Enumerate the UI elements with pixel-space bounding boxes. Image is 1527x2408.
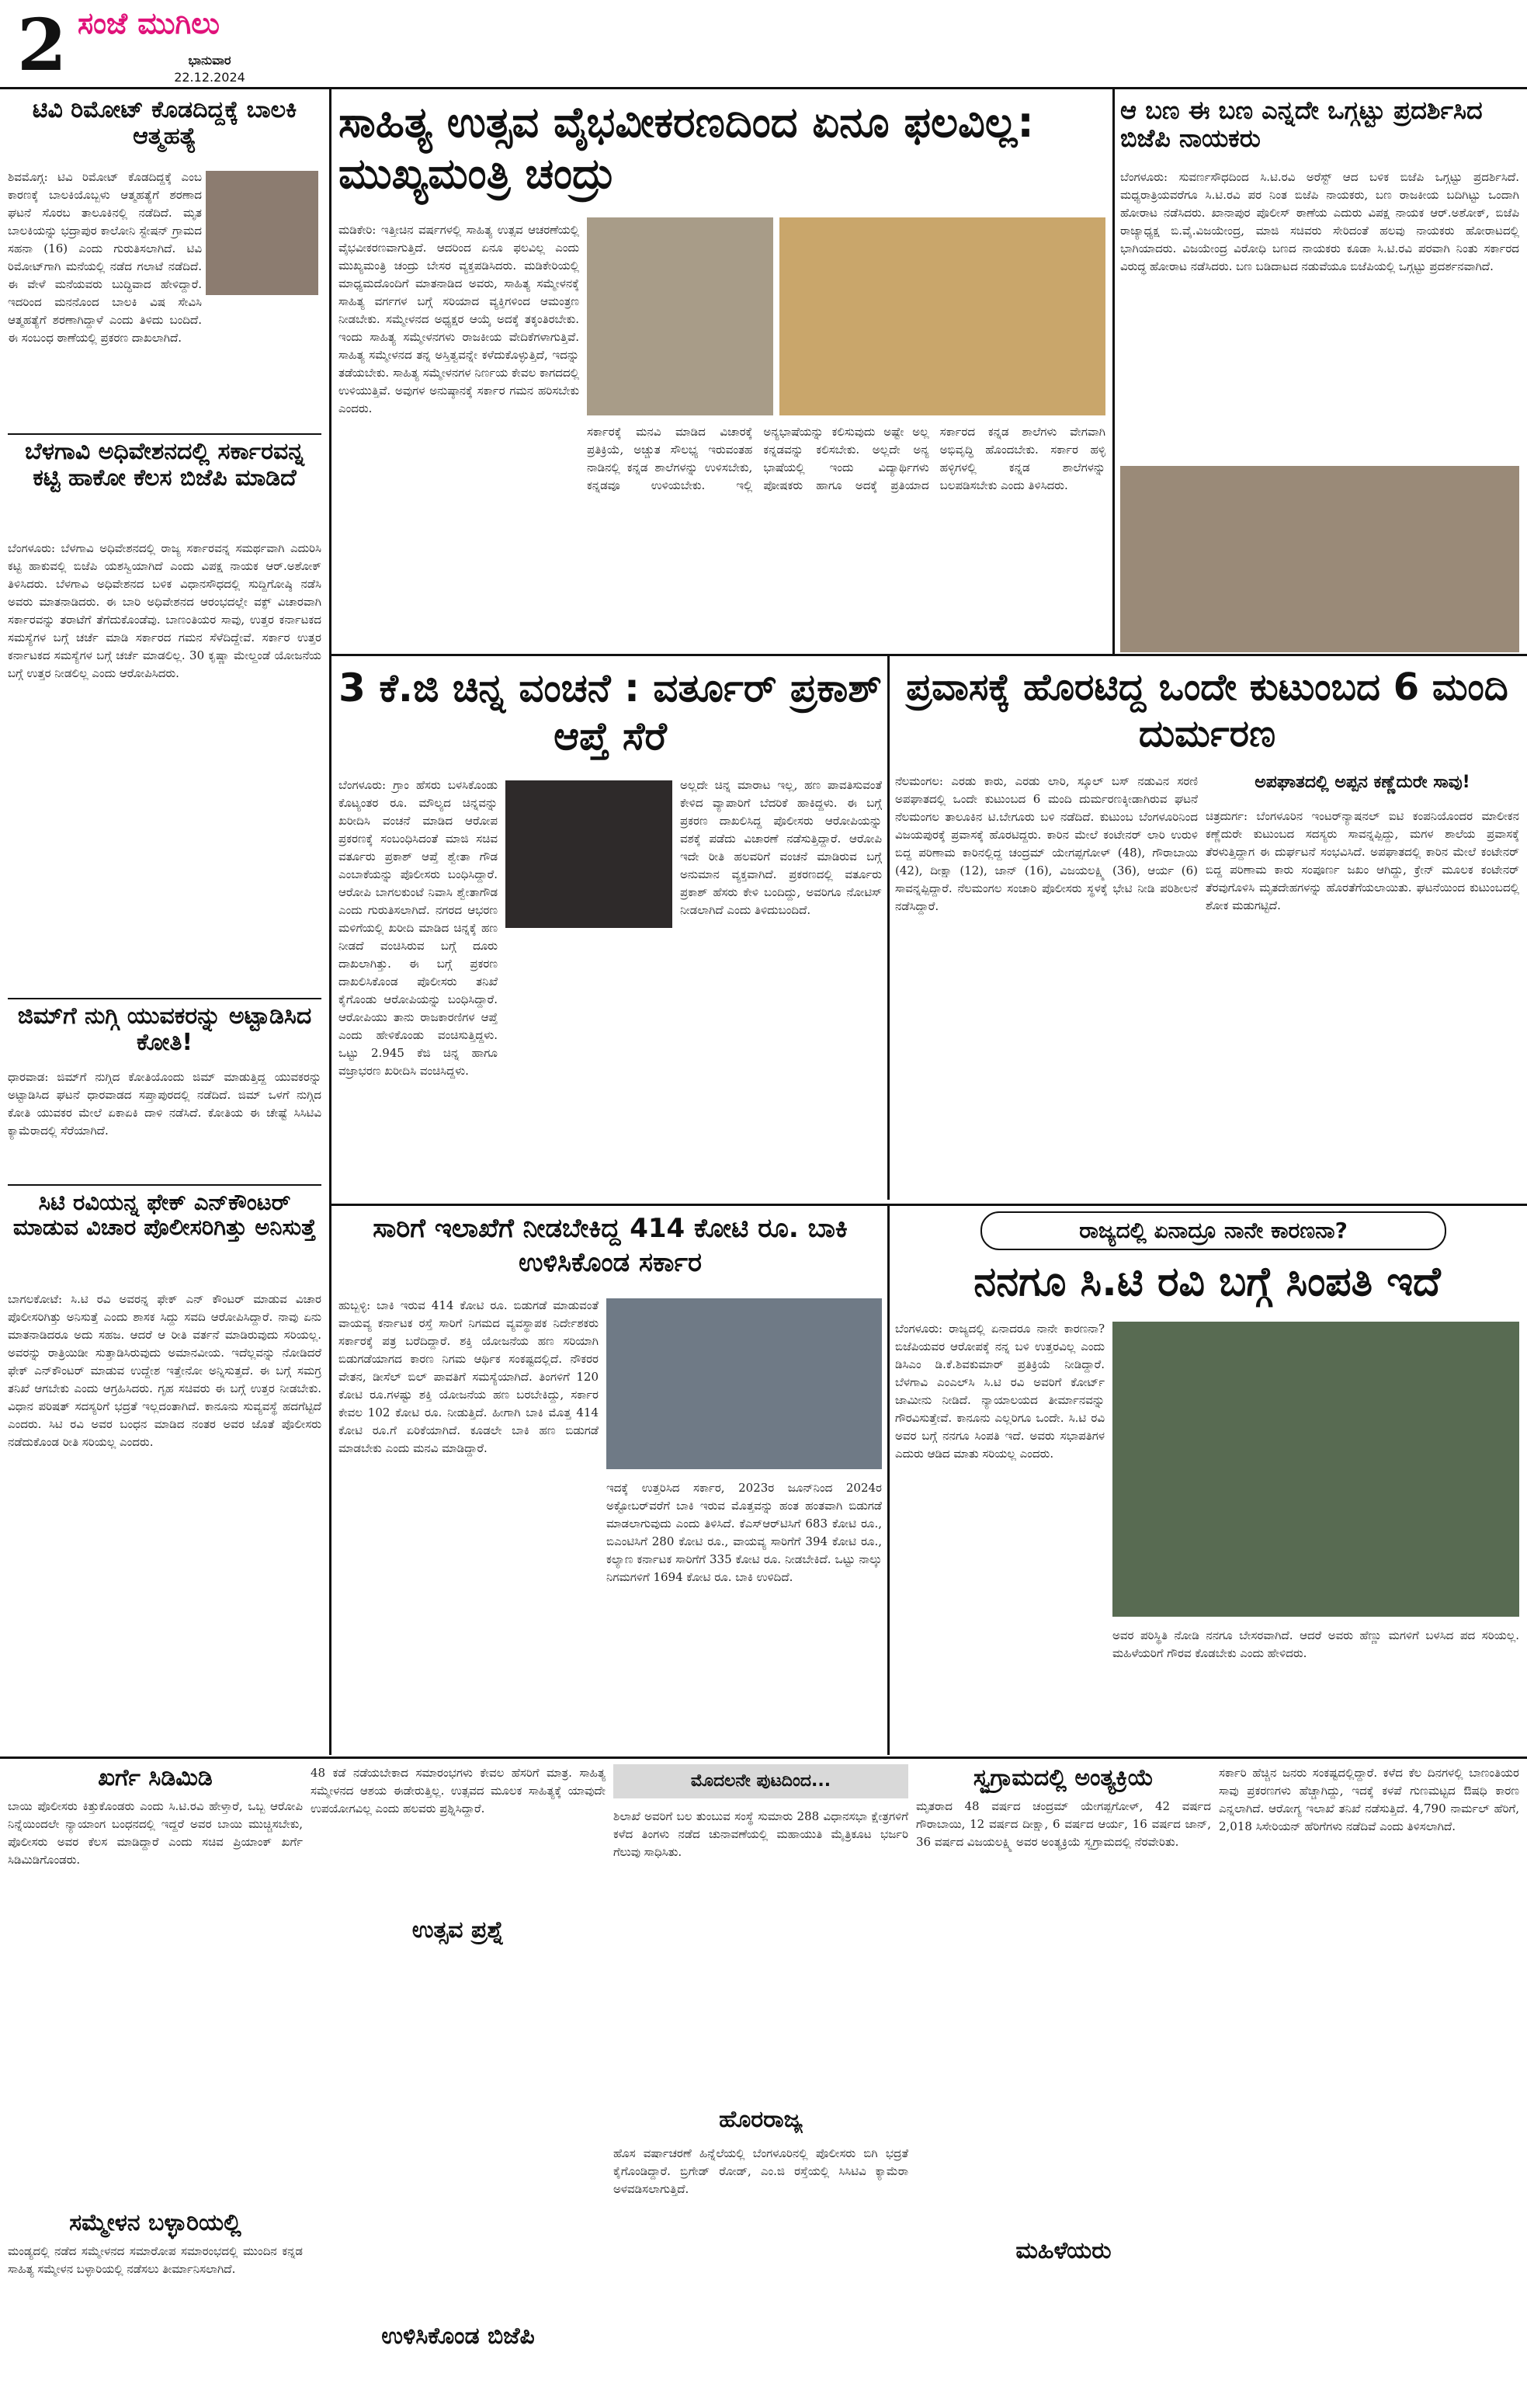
lower-col-2	[311, 1764, 606, 2401]
headline: ಆ ಬಣ ಈ ಬಣ ಎನ್ನದೇ ಒಗ್ಗಟ್ಟು ಪ್ರದರ್ಶಿಸಿದ ಬಿಜೆಪಿ ನಾಯಕರು	[1120, 97, 1483, 153]
section-rule	[329, 654, 1527, 656]
story-body: ಬೆಂಗಳೂರು: ಬೆಳಗಾವಿ ಅಧಿವೇಶನದಲ್ಲಿ ರಾಜ್ಯ ಸರ್ಕಾರವನ್ನ ಸಮರ್ಥವಾಗಿ ಎದುರಿಸಿ ಕಟ್ಟಿ ಹಾಕುವಲ್ಲಿ ಬಿಜೆಪಿ ಯಶಸ್ವಿಯಾಗಿದೆ ಎಂದು ವಿಪಕ್ಷ ನಾಯಕ ಆರ್.ಅಶೋಕ್ ತಿಳಿಸಿದರು. ಬೆಳಗಾವಿ ಅಧಿವೇಶನದ ಬಳಿಕ ವಿಧಾನಸೌಧದಲ್ಲಿ ಸುದ್ದಿಗೋಷ್ಠಿ ನಡೆಸಿ ಅವರು ಮಾತನಾಡಿದರು. ಈ ಬಾರಿ ಅಧಿವೇಶನದ ಆರಂಭದಲ್ಲೇ ವಕ್ಫ್ ವಿಚಾರವಾಗಿ ಸರ್ಕಾರವನ್ನು ತರಾಟೆಗೆ ತೆಗೆದುಕೊಂಡೆವು. ಬಾಣಂತಿಯರ ಸಾವು, ಉತ್ತರ ಕರ್ನಾಟಕದ ಸಮಸ್ಯೆಗಳ ಬಗ್ಗೆ ಚರ್ಚೆ ಮಾಡಿ ಸರ್ಕಾರದ ಗಮನ ಸೆಳೆದಿದ್ದೇವೆ. ಸರ್ಕಾರ ಉತ್ತರ ಕರ್ನಾಟಕದ ಸಮಸ್ಯೆಗಳ ಬಗ್ಗೆ ಚರ್ಚೆ ಮಾಡಲಿಲ್ಲ. 30 ಕೃಷ್ಣಾ ಮೇಲ್ದಂಡೆ ಯೋಜನೆಯ ಬಗ್ಗೆ ಉತ್ತರ ನೀಡಲಿಲ್ಲ ಎಂದು ಆರೋಪಿಸಿದರು.	[8, 541, 321, 680]
story-body-cont: ಇದಕ್ಕೆ ಉತ್ತರಿಸಿದ ಸರ್ಕಾರ, 2023ರ ಜೂನ್‌ನಿಂದ 2024ರ ಅಕ್ಟೋಬರ್‌ವರೆಗೆ ಬಾಕಿ ಇರುವ ಮೊತ್ತವನ್ನು ಹಂತ ಹಂತವಾಗಿ ಬಿಡುಗಡೆ ಮಾಡಲಾಗುವುದು ಎಂದು ತಿಳಿಸಿದೆ. ಕೆಎಸ್ಆರ್‌ಟಿಸಿಗೆ 683 ಕೋಟಿ ರೂ., ಬಿಎಂಟಿಸಿಗೆ 280 ಕೋಟಿ ರೂ., ವಾಯವ್ಯ ಸಾರಿಗೆಗೆ 394 ಕೋಟಿ ರೂ., ಕಲ್ಯಾಣ ಕರ್ನಾಟಕ ಸಾರಿಗೆಗೆ 335 ಕೋಟಿ ರೂ. ನೀಡಬೇಕಿದೆ. ಒಟ್ಟು ನಾಲ್ಕು ನಿಗಮಗಳಿಗೆ 1694 ಕೋಟಿ ರೂ. ಬಾಕಿ ಉಳಿದಿದೆ.	[606, 1481, 882, 1584]
left-col-rule	[329, 89, 331, 1755]
subhead: ಮಹಿಳೆಯರು	[1015, 2237, 1112, 2264]
mid-rule	[887, 656, 890, 1200]
left-story-belagavi	[8, 439, 321, 998]
photo-event-stage	[779, 217, 1105, 415]
left-story-ct-ravi-encounter	[8, 1190, 321, 1753]
photo-dk-shivakumar	[1112, 1322, 1519, 1617]
section-rule	[329, 1204, 1527, 1206]
story-body: ಹುಬ್ಬಳ್ಳಿ: ಬಾಕಿ ಇರುವ 414 ಕೋಟಿ ರೂ. ಬಿಡುಗಡೆ ಮಾಡುವಂತೆ ವಾಯವ್ಯ ಕರ್ನಾಟಕ ರಸ್ತೆ ಸಾರಿಗೆ ನಿಗಮದ ವ್ಯವಸ್ಥಾಪಕ ನಿರ್ದೇಶಕರು ಸರ್ಕಾರಕ್ಕೆ ಪತ್ರ ಬರೆದಿದ್ದಾರೆ. ಶಕ್ತಿ ಯೋಜನೆಯ ಹಣ ಸರಿಯಾಗಿ ಬಿಡುಗಡೆಯಾಗದ ಕಾರಣ ನಿಗಮ ಆರ್ಥಿಕ ಸಂಕಷ್ಟದಲ್ಲಿದೆ. ನೌಕರರ ವೇತನ, ಡೀಸೆಲ್ ಬಿಲ್ ಪಾವತಿಗೆ ಸಮಸ್ಯೆಯಾಗಿದೆ. ತಿಂಗಳಿಗೆ 120 ಕೋಟಿ ರೂ.ಗಳಷ್ಟು ಶಕ್ತಿ ಯೋಜನೆಯ ಹಣ ಬರಬೇಕಿದ್ದು, ಸರ್ಕಾರ ಕೇವಲ 102 ಕೋಟಿ ರೂ. ನೀಡುತ್ತಿದೆ. ಹೀಗಾಗಿ ಬಾಕಿ ಮೊತ್ತ 414 ಕೋಟಿ ರೂ.ಗೆ ಏರಿಕೆಯಾಗಿದೆ. ಕೂಡಲೇ ಬಾಕಿ ಹಣ ಬಿಡುಗಡೆ ಮಾಡಬೇಕು ಎಂದು ಮನವಿ ಮಾಡಿದ್ದಾರೆ.	[338, 1298, 599, 1455]
photo-bjp-leaders	[1120, 466, 1519, 652]
page-number: 2	[17, 6, 68, 84]
story-body: ಮೃತರಾದ 48 ವರ್ಷದ ಚಂದ್ರಮ್ ಯೇಗಪ್ಪಗೋಳ್, 42 ವರ್ಷದ ಗೌರಾಬಾಯಿ, 12 ವರ್ಷದ ದೀಕ್ಷಾ, 6 ವರ್ಷದ ಆರ್ಯ, 16 ವರ್ಷದ ಜಾನ್, 36 ವರ್ಷದ ವಿಜಯಲಕ್ಷ್ಮಿ ಅವರ ಅಂತ್ಯಕ್ರಿಯೆ ಸ್ವಗ್ರಾಮದಲ್ಲಿ ನೆರವೇರಿತು.	[916, 1799, 1211, 1849]
story-body: ಶಿವಮೊಗ್ಗ: ಟಿವಿ ರಿಮೋಟ್ ಕೊಡದಿದ್ದಕ್ಕೆ ಎಂಬ ಕಾರಣಕ್ಕೆ ಬಾಲಕಿಯೊಬ್ಬಳು ಆತ್ಮಹತ್ಯೆಗೆ ಶರಣಾದ ಘಟನೆ ಸೊರಬ ತಾಲೂಕಿನಲ್ಲಿ ನಡೆದಿದೆ. ಮೃತ ಬಾಲಕಿಯನ್ನು ಭದ್ರಾಪುರ ಕಾಲೋನಿ ಸ್ಟೇಷನ್ ಗ್ರಾಮದ ಸಹನಾ (16) ಎಂದು ಗುರುತಿಸಲಾಗಿದೆ. ಟಿವಿ ರಿಮೋಟ್‌ಗಾಗಿ ಮನೆಯಲ್ಲಿ ನಡೆದ ಗಲಾಟೆ ನಡೆದಿದೆ. ಈ ವೇಳೆ ಮನೆಯವರು ಬುದ್ಧಿವಾದ ಹೇಳಿದ್ದಾರೆ. ಇದರಿಂದ ಮನನೊಂದ ಬಾಲಕಿ ವಿಷ ಸೇವಿಸಿ ಆತ್ಮಹತ್ಯೆಗೆ ಶರಣಾಗಿದ್ದಾಳೆ ಎಂದು ತಿಳಿದು ಬಂದಿದೆ. ಈ ಸಂಬಂಧ ಠಾಣೆಯಲ್ಲಿ ಪ್ರಕರಣ ದಾಖಲಾಗಿದೆ.	[8, 170, 202, 345]
headline: ಬೆಳಗಾವಿ ಅಧಿವೇಶನದಲ್ಲಿ ಸರ್ಕಾರವನ್ನ ಕಟ್ಟಿ ಹಾಕೋ ಕೆಲಸ ಬಿಜೆಪಿ ಮಾಡಿದೆ	[25, 439, 304, 492]
subhead: ಉಳಿಸಿಕೊಂಡ ಬಿಜೆಪಿ	[381, 2323, 535, 2350]
subhead: ಸಮ್ಮೇಳನ ಬಳ್ಳಾರಿಯಲ್ಲಿ	[69, 2209, 241, 2236]
story-body-cont: ಅವರ ಪರಿಸ್ಥಿತಿ ನೋಡಿ ನನಗೂ ಬೇಸರವಾಗಿದೆ. ಆದರೆ ಅವರು ಹೆಣ್ಣು ಮಗಳಿಗೆ ಬಳಸಿದ ಪದ ಸರಿಯಲ್ಲ. ಮಹಿಳೆಯರಿಗೆ ಗೌರವ ಕೊಡಬೇಕು ಎಂದು ಹೇಳಿದರು.	[1112, 1628, 1519, 1660]
headline: ಸಿಟಿ ರವಿಯನ್ನ ಫೇಕ್ ಎನ್‌ಕೌಂಟರ್ ಮಾಡುವ ವಿಚಾರ ಪೊಲೀಸರಿಗಿತ್ತು ಅನಿಸುತ್ತೆ	[12, 1190, 317, 1241]
story-body: ಬಾಗಲಕೋಟೆ: ಸಿ.ಟಿ ರವಿ ಅವರನ್ನ ಫೇಕ್ ಎನ್ ಕೌಂಟರ್ ಮಾಡುವ ವಿಚಾರ ಪೊಲೀಸರಿಗಿತ್ತು ಅನಿಸುತ್ತೆ ಎಂದು ಶಾಸಕ ಸಿದ್ದು ಸವದಿ ಆರೋಪಿಸಿದ್ದಾರೆ. ನಾವು ಏನು ಮಾತನಾಡಿದರೂ ಅದು ಸಹಜ. ಆದರೆ ಆ ರೀತಿ ವರ್ತನೆ ಮಾಡಿರುವುದು ಸರಿಯಲ್ಲ. ಅವರನ್ನು ರಾತ್ರಿಯಿಡೀ ಸುತ್ತಾಡಿಸಿರುವುದು ಅಮಾನವೀಯ. ಇದೆಲ್ಲವನ್ನು ನೋಡಿದರೆ ಫೇಕ್ ಎನ್‌ಕೌಂಟರ್ ಮಾಡುವ ಉದ್ದೇಶ ಇತ್ತೇನೋ ಅನ್ನಿಸುತ್ತದೆ. ಈ ಬಗ್ಗೆ ಸಮಗ್ರ ತನಿಖೆ ಆಗಬೇಕು ಎಂದು ಆಗ್ರಹಿಸಿದರು. ಗೃಹ ಸಚಿವರು ಈ ಬಗ್ಗೆ ಉತ್ತರ ನೀಡಬೇಕು. ವಿಧಾನ ಪರಿಷತ್ ಸದಸ್ಯರಿಗೆ ಭದ್ರತೆ ಇಲ್ಲದಂತಾಗಿದೆ. ಕಾನೂನು ಸುವ್ಯವಸ್ಥೆ ಹದಗೆಟ್ಟಿದೆ ಎಂದರು. ಸಿಟಿ ರವಿ ಅವರ ಬಂಧನ ಮಾಡಿದ ನಂತರ ಅವರ ಜೊತೆ ಪೊಲೀಸರು ನಡೆದುಕೊಂಡ ರೀತಿ ಸರಿಯಲ್ಲ ಎಂದರು.	[8, 1292, 321, 1449]
subhead: ಉತ್ಸವ ಪ್ರಶ್ನೆ	[411, 1916, 505, 1944]
lower-col-1	[8, 1764, 303, 2401]
headline: ಜಿಮ್‌ಗೆ ನುಗ್ಗಿ ಯುವಕರನ್ನು ಅಟ್ಟಾಡಿಸಿದ ಕೋತಿ!	[17, 1003, 312, 1056]
subhead: ಸ್ವಗ್ರಾಮದಲ್ಲಿ ಅಂತ್ಯಕ್ರಿಯೆ	[973, 1764, 1154, 1791]
story-body: ಧಾರವಾಡ: ಜಿಮ್‌ಗೆ ನುಗ್ಗಿದ ಕೋತಿಯೊಂದು ಜಿಮ್ ಮಾಡುತ್ತಿದ್ದ ಯುವಕರನ್ನು ಅಟ್ಟಾಡಿಸಿದ ಘಟನೆ ಧಾರವಾಡದ ಸಪ್ತಾಪುರದಲ್ಲಿ ನಡೆದಿದೆ. ಜಿಮ್ ಒಳಗೆ ನುಗ್ಗಿದ ಕೋತಿ ಯುವಕರ ಮೇಲೆ ಏಕಾಏಕಿ ದಾಳಿ ನಡೆಸಿದೆ. ಕೋತಿಯ ಈ ಚೇಷ್ಟೆ ಸಿಸಿಟಿವಿ ಕ್ಯಾಮೆರಾದಲ್ಲಿ ಸೆರೆಯಾಗಿದೆ.	[8, 1070, 321, 1138]
main-body-left: ಮಡಿಕೇರಿ: ಇತ್ತೀಚಿನ ವರ್ಷಗಳಲ್ಲಿ ಸಾಹಿತ್ಯ ಉತ್ಸವ ಆಚರಣೆಯಲ್ಲಿ ವೈಭವೀಕರಣವಾಗುತ್ತಿದೆ. ಆದರಿಂದ ಏನೂ ಫಲವಿಲ್ಲ ಎಂದು ಮುಖ್ಯಮಂತ್ರಿ ಚಂದ್ರು ಬೇಸರ ವ್ಯಕ್ತಪಡಿಸಿದರು. ಮಡಿಕೇರಿಯಲ್ಲಿ ಮಾಧ್ಯಮದೊಂದಿಗೆ ಮಾತನಾಡಿದ ಅವರು, ಸಾಹಿತ್ಯ ಸಮ್ಮೇಳನಕ್ಕೆ ಸಾಹಿತ್ಯ ವರ್ಗಗಳ ಬಗ್ಗೆ ಸರಿಯಾದ ವ್ಯಕ್ತಿಗಳಿಂದ ಆಮಂತ್ರಣ ನೀಡಬೇಕು. ಸಮ್ಮೇಳನದ ಅಧ್ಯಕ್ಷರ ಆಯ್ಕೆ ಅದಕ್ಕೆ ತಕ್ಕಂತಿರಬೇಕು. ಇಂದು ಸಾಹಿತ್ಯ ಸಮ್ಮೇಳನಗಳು ರಾಜಕೀಯ ವೇದಿಕೆಗಳಾಗುತ್ತಿವೆ. ಸಾಹಿತ್ಯ ಸಮ್ಮೇಳನದ ತನ್ನ ಅಸ್ತಿತ್ವವನ್ನೇ ಕಳೆದುಕೊಳ್ಳುತ್ತಿದೆ, ಇದನ್ನು ತಡೆಯಬೇಕು. ಸಾಹಿತ್ಯ ಸಮ್ಮೇಳನಗಳ ನಿರ್ಣಯ ಕೇವಲ ಕಾಗದದಲ್ಲಿ ಉಳಿಯುತ್ತಿವೆ. ಅವುಗಳ ಅನುಷ್ಠಾನಕ್ಕೆ ಸರ್ಕಾರ ಗಮನ ಹರಿಸಬೇಕು ಎಂದರು.	[338, 223, 579, 415]
subhead: ಖರ್ಗೆ ಸಿಡಿಮಿಡಿ	[98, 1764, 213, 1791]
story-body-cont: ಚಿತ್ರದುರ್ಗ: ಬೆಂಗಳೂರಿನ ಇಂಟರ್‌ನ್ಯಾಷನಲ್ ಐಟಿ ಕಂಪನಿಯೊಂದರ ಮಾಲೀಕನ ಕಣ್ಣೆದುರೇ ಕುಟುಂಬದ ಸದಸ್ಯರು ಸಾವನ್ನಪ್ಪಿದ್ದು, ಮಗಳ ಶಾಲೆಯ ಪ್ರವಾಸಕ್ಕೆ ತೆರಳುತ್ತಿದ್ದಾಗ ಈ ದುರ್ಘಟನೆ ಸಂಭವಿಸಿದೆ. ಅಪಘಾತದಲ್ಲಿ ಕಾರಿನ ಮೇಲೆ ಕಂಟೇನರ್ ಬಿದ್ದ ಪರಿಣಾಮ ಕಾರು ಸಂಪೂರ್ಣ ಜಖಂ ಆಗಿದ್ದು, ಕ್ರೇನ್ ಮೂಲಕ ಕಂಟೇನರ್ ತೆರವುಗೊಳಿಸಿ ಮೃತದೇಹಗಳನ್ನು ಹೊರತೆಗೆಯಲಾಯಿತು. ಘಟನೆಯಿಂದ ಕುಟುಂಬದಲ್ಲಿ ಶೋಕ ಮಡುಗಟ್ಟಿದೆ.	[1206, 809, 1519, 912]
accident-story	[895, 664, 1519, 1200]
story-body: ಬಾಯಿ ಪೊಲೀಸರು ಕಿತ್ತುಕೊಂಡರು ಎಂದು ಸಿ.ಟಿ.ರವಿ ಹೇಳ್ತಾರೆ, ಒಬ್ಬ ಆರೋಪಿ ನಿನ್ನೆಯಿಂದಲೇ ನ್ಯಾಯಾಂಗ ಬಂಧನದಲ್ಲಿ ಇದ್ದರೆ ಅವರ ಬಾಯಿ ಮುಚ್ಚಿಸಬೇಕು, ಪೊಲೀಸರು ಅವರ ಕೆಲಸ ಮಾಡಿದ್ದಾರೆ ಎಂದು ಸಚಿವ ಪ್ರಿಯಾಂಕ್ ಖರ್ಗೆ ಸಿಡಿಮಿಡಿಗೊಂಡರು.	[8, 1799, 303, 1867]
photo-official	[606, 1298, 882, 1469]
divider	[8, 1184, 321, 1186]
left-story-monkey	[8, 1003, 321, 1190]
logo-text: ಸಂಜೆ ಮುಗಿಲು	[78, 6, 220, 40]
story-body: ಸರ್ಕಾರಿ ಹೆಚ್ಚಿನ ಜನರು ಸಂಕಷ್ಟದಲ್ಲಿದ್ದಾರೆ. ಕಳೆದ ಕೆಲ ದಿನಗಳಲ್ಲಿ ಬಾಣಂತಿಯರ ಸಾವು ಪ್ರಕರಣಗಳು ಹೆಚ್ಚಾಗಿದ್ದು, ಇದಕ್ಕೆ ಕಳಪೆ ಗುಣಮಟ್ಟದ ಔಷಧಿ ಕಾರಣ ಎನ್ನಲಾಗಿದೆ. ಆರೋಗ್ಯ ಇಲಾಖೆ ತನಿಖೆ ನಡೆಸುತ್ತಿದೆ. 4,790 ನಾರ್ಮಲ್ ಹೆರಿಗೆ, 2,018 ಸಿಸೇರಿಯನ್ ಹೆರಿಗೆಗಳು ನಡೆದಿವೆ ಎಂದು ತಿಳಿಸಲಾಗಿದೆ.	[1219, 1766, 1519, 1833]
masthead-day: ಭಾನುವಾರ	[188, 53, 231, 68]
story-body: ಬೆಂಗಳೂರು: ರಾಜ್ಯದಲ್ಲಿ ಏನಾದರೂ ನಾನೇ ಕಾರಣನಾ? ಬಿಜೆಪಿಯವರ ಆರೋಪಕ್ಕೆ ನನ್ನ ಬಳಿ ಉತ್ತರವಿಲ್ಲ ಎಂದು ಡಿಸಿಎಂ ಡಿ.ಕೆ.ಶಿವಕುಮಾರ್ ಪ್ರತಿಕ್ರಿಯೆ ನೀಡಿದ್ದಾರೆ. ಬೆಳಗಾವಿ ಎಂಎಲ್‌ಸಿ ಸಿ.ಟಿ ರವಿ ಅವರಿಗೆ ಕೋರ್ಟ್ ಜಾಮೀನು ನೀಡಿದೆ. ನ್ಯಾಯಾಲಯದ ತೀರ್ಮಾನವನ್ನು ಗೌರವಿಸುತ್ತೇವೆ. ಕಾನೂನು ಎಲ್ಲರಿಗೂ ಒಂದೇ. ಸಿ.ಟಿ ರವಿ ಅವರ ಬಗ್ಗೆ ನನಗೂ ಸಿಂಪತಿ ಇದೆ. ಅವರು ಸಭಾಪತಿಗಳ ಎದುರು ಆಡಿದ ಮಾತು ಸರಿಯಲ್ಲ ಎಂದರು.	[895, 1322, 1105, 1461]
lower-col-5	[1219, 1764, 1519, 2401]
divider	[8, 433, 321, 435]
story-body: 48 ಕಡೆ ನಡೆಯಬೇಕಾದ ಸಮಾರಂಭಗಳು ಕೇವಲ ಹೆಸರಿಗೆ ಮಾತ್ರ. ಸಾಹಿತ್ಯ ಸಮ್ಮೇಳನದ ಆಶಯ ಈಡೇರುತ್ತಿಲ್ಲ. ಉತ್ಸವದ ಮೂಲಕ ಸಾಹಿತ್ಯಕ್ಕೆ ಯಾವುದೇ ಉಪಯೋಗವಿಲ್ಲ ಎಂದು ಹಲವರು ಪ್ರಶ್ನಿಸಿದ್ದಾರೆ.	[311, 1766, 606, 1816]
photo-chandru	[587, 217, 773, 415]
divider	[8, 998, 321, 999]
main-right-rule	[1112, 89, 1115, 654]
photo-girl	[206, 171, 318, 295]
kicker: ರಾಜ್ಯದಲ್ಲಿ ಏನಾದ್ರೂ ನಾನೇ ಕಾರಣನಾ?	[980, 1211, 1446, 1250]
headline: ನನಗೂ ಸಿ.ಟಿ ರವಿ ಬಗ್ಗೆ ಸಿಂಪತಿ ಇದೆ	[973, 1259, 1441, 1305]
masthead-date: 22.12.2024	[174, 70, 245, 85]
masthead-logo	[78, 6, 256, 50]
headline: ಸಾರಿಗೆ ಇಲಾಖೆಗೆ ನೀಡಬೇಕಿದ್ದ 414 ಕೋಟಿ ರೂ. ಬಾಕಿ ಉಳಿಸಿಕೊಂಡ ಸರ್ಕಾರ	[373, 1213, 848, 1278]
headline: 3 ಕೆ.ಜಿ ಚಿನ್ನ ವಂಚನೆ : ವರ್ತೂರ್ ಪ್ರಕಾಶ್ ಆಪ್ತೆ ಸೆರೆ	[338, 665, 882, 759]
story-body-cont: ಅಲ್ಲದೇ ಚಿನ್ನ ಮಾರಾಟ ಇಲ್ಲ, ಹಣ ಪಾವತಿಸುವಂತೆ ಕೇಳಿದ ವ್ಯಾಪಾರಿಗೆ ಬೆದರಿಕೆ ಹಾಕಿದ್ದಳು. ಈ ಬಗ್ಗೆ ಪ್ರಕರಣ ದಾಖಲಿಸಿದ್ದ ಪೊಲೀಸರು ಆರೋಪಿಯನ್ನು ವಶಕ್ಕೆ ಪಡೆದು ವಿಚಾರಣೆ ನಡೆಸುತ್ತಿದ್ದಾರೆ. ಆರೋಪಿ ಇದೇ ರೀತಿ ಹಲವರಿಗೆ ವಂಚನೆ ಮಾಡಿರುವ ಬಗ್ಗೆ ಅನುಮಾನ ವ್ಯಕ್ತವಾಗಿದೆ. ಪ್ರಕರಣದಲ್ಲಿ ವರ್ತೂರು ಪ್ರಕಾಶ್ ಹೆಸರು ಕೇಳಿ ಬಂದಿದ್ದು, ಅವರಿಗೂ ನೋಟಿಸ್ ನೀಡಲಾಗಿದೆ ಎಂದು ತಿಳಿದುಬಂದಿದೆ.	[680, 778, 882, 917]
masthead-rule	[0, 87, 1527, 89]
story-body: ಶಿಲಾಖೆ ಅವರಿಗೆ ಬಲ ತುಂಬುವ ಸಂಸ್ಥೆ ಸುಮಾರು 288 ವಿಧಾನಸಭಾ ಕ್ಷೇತ್ರಗಳಿಗೆ ಕಳೆದ ತಿಂಗಳು ನಡೆದ ಚುನಾವಣೆಯಲ್ಲಿ ಮಹಾಯುತಿ ಮೈತ್ರಿಕೂಟ ಭರ್ಜರಿ ಗೆಲುವು ಸಾಧಿಸಿತು.	[613, 1809, 908, 1859]
story-body: ಬೆಂಗಳೂರು: ಸುವರ್ಣಸೌಧದಿಂದ ಸಿ.ಟಿ.ರವಿ ಅರೆಸ್ಟ್ ಆದ ಬಳಿಕ ಬಿಜೆಪಿ ಒಗ್ಗಟ್ಟು ಪ್ರದರ್ಶಿಸಿದೆ. ಮಧ್ಯರಾತ್ರಿಯವರೆಗೂ ಸಿ.ಟಿ.ರವಿ ಪರ ನಿಂತ ಬಿಜೆಪಿ ನಾಯಕರು, ಬಣ ರಾಜಕೀಯ ಬದಿಗಿಟ್ಟು ಒಂದಾಗಿ ಹೋರಾಟ ನಡೆಸಿದರು. ಖಾನಾಪುರ ಪೊಲೀಸ್ ಠಾಣೆಯ ಎದುರು ವಿಪಕ್ಷ ನಾಯಕ ಆರ್.ಅಶೋಕ್, ಬಿಜೆಪಿ ರಾಜ್ಯಾಧ್ಯಕ್ಷ ಬಿ.ವೈ.ವಿಜಯೇಂದ್ರ, ಮಾಜಿ ಸಚಿವರು ಸೇರಿದಂತೆ ಹಲವು ನಾಯಕರು ಹೋರಾಟದಲ್ಲಿ ಭಾಗಿಯಾದರು. ವಿಜಯೇಂದ್ರ ವಿರೋಧಿ ಬಣದ ನಾಯಕರು ಕೂಡಾ ಸಿ.ಟಿ.ರವಿ ಪರವಾಗಿ ನಿಂತು ಸರ್ಕಾರದ ವಿರುದ್ಧ ಹೋರಾಟ ನಡೆಸಿದರು. ಬಣ ಬಡಿದಾಟದ ನಡುವೆಯೂ ಬಿಜೆಪಿಯಲ್ಲಿ ಒಗ್ಗಟ್ಟು ಪ್ರದರ್ಶನವಾಗಿದೆ.	[1120, 170, 1519, 273]
mid-rule	[887, 1205, 890, 1755]
story-body: ನೆಲಮಂಗಲ: ಎರಡು ಕಾರು, ಎರಡು ಲಾರಿ, ಸ್ಕೂಲ್ ಬಸ್ ನಡುವಿನ ಸರಣಿ ಅಪಘಾತದಲ್ಲಿ ಒಂದೇ ಕುಟುಂಬದ 6 ಮಂದಿ ದುರ್ಮರಣಕ್ಕೀಡಾಗಿರುವ ಘಟನೆ ನೆಲಮಂಗಲ ತಾಲೂಕಿನ ಟಿ.ಬೇಗೂರು ಬಳಿ ನಡೆದಿದೆ. ಕುಟುಂಬ ಬೆಂಗಳೂರಿನಿಂದ ವಿಜಯಪುರಕ್ಕೆ ಪ್ರವಾಸಕ್ಕೆ ಹೊರಟಿದ್ದರು. ಕಾರಿನ ಮೇಲೆ ಕಂಟೇನರ್ ಲಾರಿ ಉರುಳಿ ಬಿದ್ದ ಪರಿಣಾಮ ಕಾರಿನಲ್ಲಿದ್ದ ಚಂದ್ರಮ್ ಯೇಗಪ್ಪಗೋಳ್ (48), ಗೌರಾಬಾಯಿ (42), ದೀಕ್ಷಾ (12), ಜಾನ್ (16), ವಿಜಯಲಕ್ಷ್ಮಿ (36), ಆರ್ಯ (6) ಸಾವನ್ನಪ್ಪಿದ್ದಾರೆ. ನೆಲಮಂಗಲ ಸಂಚಾರಿ ಪೊಲೀಸರು ಸ್ಥಳಕ್ಕೆ ಭೇಟಿ ನೀಡಿ ಪರಿಶೀಲನೆ ನಡೆಸಿದ್ದಾರೆ.	[895, 774, 1198, 913]
story-body: ಹೊಸ ವರ್ಷಾಚರಣೆ ಹಿನ್ನೆಲೆಯಲ್ಲಿ ಬೆಂಗಳೂರಿನಲ್ಲಿ ಪೊಲೀಸರು ಬಿಗಿ ಭದ್ರತೆ ಕೈಗೊಂಡಿದ್ದಾರೆ. ಬ್ರಿಗೇಡ್ ರೋಡ್, ಎಂ.ಜಿ ರಸ್ತೆಯಲ್ಲಿ ಸಿಸಿಟಿವಿ ಕ್ಯಾಮೆರಾ ಅಳವಡಿಸಲಾಗುತ್ತಿದೆ.	[613, 2146, 908, 2196]
right-top-story	[1120, 97, 1519, 652]
story-body: ಬೆಂಗಳೂರು: ಗ್ರಾಂ ಹೆಸರು ಬಳಸಿಕೊಂಡು ಕೊಟ್ಯಂತರ ರೂ. ಮೌಲ್ಯದ ಚಿನ್ನವನ್ನು ಖರೀದಿಸಿ ವಂಚನೆ ಮಾಡಿದ ಆರೋಪ ಪ್ರಕರಣಕ್ಕೆ ಸಂಬಂಧಿಸಿದಂತೆ ಮಾಜಿ ಸಚಿವ ವರ್ತೂರು ಪ್ರಕಾಶ್ ಆಪ್ತೆ ಶ್ವೇತಾ ಗೌಡ ಎಂಬಾಕೆಯನ್ನು ಪೊಲೀಸರು ಬಂಧಿಸಿದ್ದಾರೆ. ಆರೋಪಿ ಬಾಗಲಕುಂಟೆ ನಿವಾಸಿ ಶ್ವೇತಾಗೌಡ ಎಂದು ಗುರುತಿಸಲಾಗಿದೆ. ನಗರದ ಆಭರಣ ಮಳಿಗೆಯಲ್ಲಿ ಖರೀದಿ ಮಾಡಿದ ಚಿನ್ನಕ್ಕೆ ಹಣ ನೀಡದೆ ವಂಚಿಸಿರುವ ಬಗ್ಗೆ ದೂರು ದಾಖಲಾಗಿತ್ತು. ಈ ಬಗ್ಗೆ ಪ್ರಕರಣ ದಾಖಲಿಸಿಕೊಂಡ ಪೊಲೀಸರು ತನಿಖೆ ಕೈಗೊಂಡು ಆರೋಪಿಯನ್ನು ಬಂಧಿಸಿದ್ದಾರೆ. ಆರೋಪಿಯು ತಾನು ರಾಜಕಾರಣಿಗಳ ಆಪ್ತೆ ಎಂದು ಹೇಳಿಕೊಂಡು ವಂಚಿಸುತ್ತಿದ್ದಳು. ಒಟ್ಟು 2.945 ಕೆಜಿ ಚಿನ್ನ ಹಾಗೂ ವಜ್ರಾಭರಣ ಖರೀದಿಸಿ ವಂಚಿಸಿದ್ದಳು.	[338, 778, 498, 1078]
main-headline: ಸಾಹಿತ್ಯ ಉತ್ಸವ ವೈಭವೀಕರಣದಿಂದ ಏನೂ ಫಲವಿಲ್ಲ: ಮುಖ್ಯಮಂತ್ರಿ ಚಂದ್ರು	[338, 98, 1034, 198]
gold-fraud-story	[338, 664, 882, 1207]
dks-story	[895, 1211, 1519, 1755]
headline: ಟಿವಿ ರಿಮೋಟ್ ಕೊಡದಿದ್ದಕ್ಕೆ ಬಾಲಕಿ ಆತ್ಮಹತ್ಯೆ	[32, 97, 297, 150]
masthead	[0, 0, 1527, 89]
transport-story	[338, 1211, 882, 1755]
main-story	[338, 97, 1107, 652]
subheadline: ಅಪಘಾತದಲ್ಲಿ ಅಪ್ಪನ ಕಣ್ಣೆದುರೇ ಸಾವು!	[1255, 773, 1470, 792]
headline: ಪ್ರವಾಸಕ್ಕೆ ಹೊರಟಿದ್ದ ಒಂದೇ ಕುಟುಂಬದ 6 ಮಂದಿ ದುರ್ಮರಣ	[906, 665, 1508, 756]
lower-col-3	[613, 1764, 908, 2401]
story-body: ಮಂಡ್ಯದಲ್ಲಿ ನಡೆದ ಸಮ್ಮೇಳನದ ಸಮಾರೋಪ ಸಮಾರಂಭದಲ್ಲಿ ಮುಂದಿನ ಕನ್ನಡ ಸಾಹಿತ್ಯ ಸಮ್ಮೇಳನ ಬಳ್ಳಾರಿಯಲ್ಲಿ ನಡೆಸಲು ತೀರ್ಮಾನಿಸಲಾಗಿದೆ.	[8, 2244, 303, 2276]
lower-col-4	[916, 1764, 1211, 2401]
main-body-right: ಸರ್ಕಾರಕ್ಕೆ ಮನವಿ ಮಾಡಿದ ವಿಚಾರಕ್ಕೆ ಪ್ರತಿಕ್ರಿಯೆ, ಅಚ್ಚುತ ಸೌಲಭ್ಯ ಇರುವಂತಹ ನಾಡಿನಲ್ಲಿ ಕನ್ನಡ ಶಾಲೆಗಳನ್ನು ಉಳಿಸಬೇಕು, ಕನ್ನಡವೂ ಉಳಿಯಬೇಕು. ಇಲ್ಲಿ ಅನ್ಯಭಾಷೆಯನ್ನು ಕಲಿಸುವುದು ಅಷ್ಟೇ ಅಲ್ಲ ಕನ್ನಡವನ್ನು ಕಲಿಸಬೇಕು. ಅಲ್ಲದೇ ಅನ್ಯ ಭಾಷೆಯಲ್ಲಿ ಇಂದು ವಿದ್ಯಾರ್ಥಿಗಳು ಪೋಷಕರು ಹಾಗೂ ಅದಕ್ಕೆ ಪ್ರತಿಯಾದ ಸರ್ಕಾರದ ಕನ್ನಡ ಶಾಲೆಗಳು ವೇಗವಾಗಿ ಅಭಿವೃದ್ಧಿ ಹೊಂದಬೇಕು. ಸರ್ಕಾರ ಹಳ್ಳಿ ಹಳ್ಳಿಗಳಲ್ಲಿ ಕನ್ನಡ ಶಾಲೆಗಳನ್ನು ಬಲಪಡಿಸಬೇಕು ಎಂದು ತಿಳಿಸಿದರು.	[587, 425, 1105, 492]
section-rule	[0, 1756, 1527, 1759]
photo-accused	[505, 780, 672, 928]
subhead: ಹೊರರಾಜ್ಯ	[719, 2106, 803, 2133]
continued-kicker: ಮೊದಲನೇ ಪುಟದಿಂದ...	[613, 1764, 908, 1798]
story-body	[311, 1950, 606, 2323]
